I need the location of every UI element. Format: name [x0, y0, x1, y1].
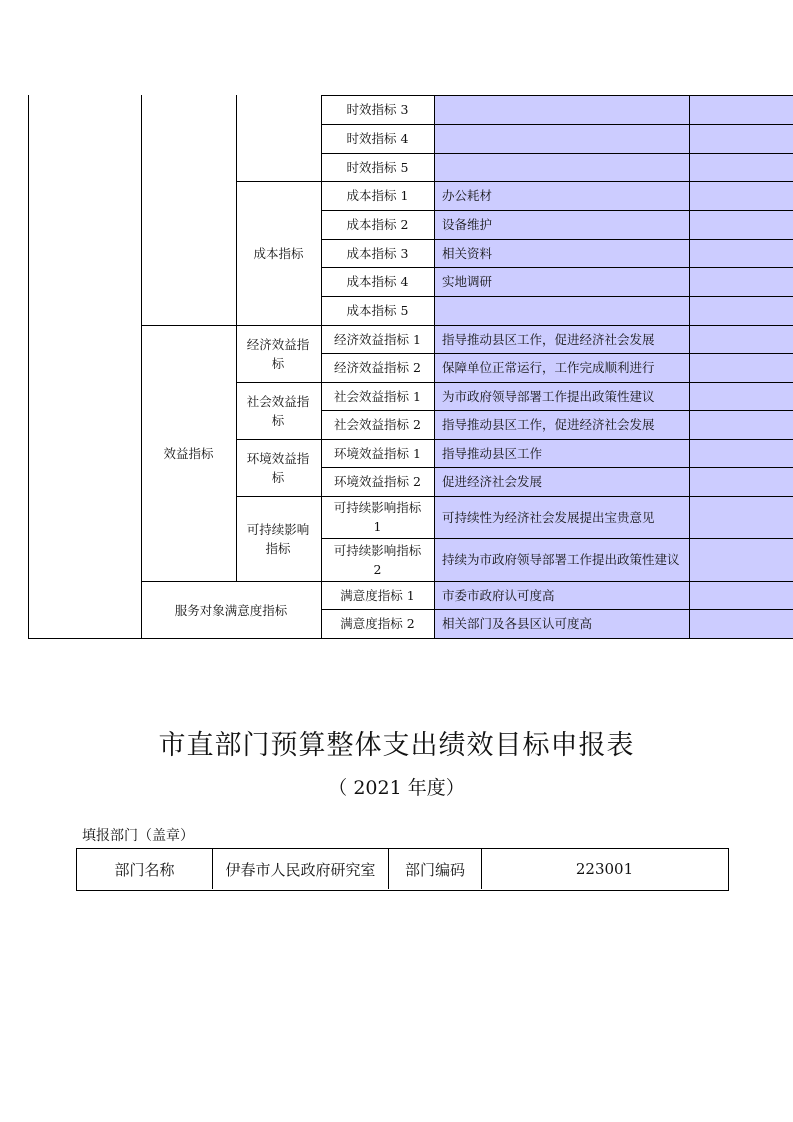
dept-code-value: 223001 — [575, 860, 634, 878]
indicator-value: 相关部门及各县区认可度高 — [442, 616, 593, 631]
indicator-value — [435, 95, 689, 124]
department-info-table — [76, 848, 729, 891]
indicator-name: 社会效益指标 1 — [334, 388, 421, 404]
indicator-name: 经济效益指标 2 — [334, 360, 421, 375]
indicator-value: 相关资料 — [442, 245, 493, 261]
indicator-value: 指导推动县区工作 — [442, 445, 543, 461]
indicator-value: 办公耗材 — [442, 188, 493, 203]
indicator-value — [435, 153, 689, 181]
indicator-value: 可持续性为经济社会发展提出宝贵意见 — [442, 509, 655, 525]
indicator-name: 环境效益指标 1 — [334, 445, 421, 461]
indicator-name: 成本指标 1 — [346, 188, 409, 203]
indicator-name: 经济效益指标 1 — [334, 331, 421, 347]
indicator-name: 可持续影响指标 2 — [333, 542, 422, 577]
indicator-name: 满意度指标 2 — [340, 616, 415, 631]
indicator-name: 成本指标 3 — [346, 245, 409, 261]
dept-name-value: 伊春市人民政府研究室 — [225, 860, 376, 879]
economic-benefit-label: 经济效益指标 — [246, 337, 310, 371]
indicator-name: 成本指标 5 — [346, 303, 409, 318]
indicator-name: 时效指标 5 — [346, 159, 409, 175]
benefit-group-label: 效益指标 — [163, 446, 214, 461]
form-title: 市直部门预算整体支出绩效目标申报表 — [158, 730, 635, 761]
dept-name-label: 部门名称 — [114, 860, 175, 879]
cost-group-label: 成本指标 — [253, 246, 304, 261]
social-benefit-label: 社会效益指标 — [246, 394, 310, 428]
indicator-name: 时效指标 4 — [346, 131, 409, 146]
indicator-name: 成本指标 4 — [346, 274, 409, 289]
indicator-value: 设备维护 — [442, 217, 493, 232]
indicator-name: 满意度指标 1 — [340, 587, 415, 603]
indicator-value — [435, 124, 689, 153]
dept-code-label: 部门编码 — [404, 860, 465, 879]
indicator-name: 环境效益指标 2 — [334, 474, 421, 489]
sustainable-impact-label: 可持续影响指标 — [246, 522, 310, 556]
indicator-value: 指导推动县区工作，促进经济社会发展 — [442, 417, 655, 432]
indicator-value: 为市政府领导部署工作提出政策性建议 — [442, 388, 655, 404]
indicator-name: 时效指标 3 — [346, 102, 409, 117]
indicator-name: 成本指标 2 — [346, 217, 409, 232]
indicator-value: 持续为市政府领导部署工作提出政策性建议 — [442, 552, 680, 567]
environment-benefit-label: 环境效益指标 — [246, 451, 310, 485]
indicator-value: 指导推动县区工作，促进经济社会发展 — [442, 331, 655, 347]
form-year: （ 2021 年度） — [328, 777, 465, 799]
filler-label: 填报部门（盖章） — [82, 828, 194, 844]
indicator-value: 市委市政府认可度高 — [442, 587, 555, 603]
indicator-value: 保障单位正常运行，工作完成顺利进行 — [442, 360, 655, 375]
indicator-value — [435, 296, 689, 325]
indicator-name: 社会效益指标 2 — [334, 417, 421, 432]
score-column-shade — [690, 95, 793, 638]
indicator-value: 实地调研 — [442, 274, 493, 289]
indicator-value: 促进经济社会发展 — [442, 474, 543, 489]
indicator-name: 可持续影响指标 1 — [333, 500, 422, 534]
satisfaction-group-label: 服务对象满意度指标 — [174, 602, 288, 618]
